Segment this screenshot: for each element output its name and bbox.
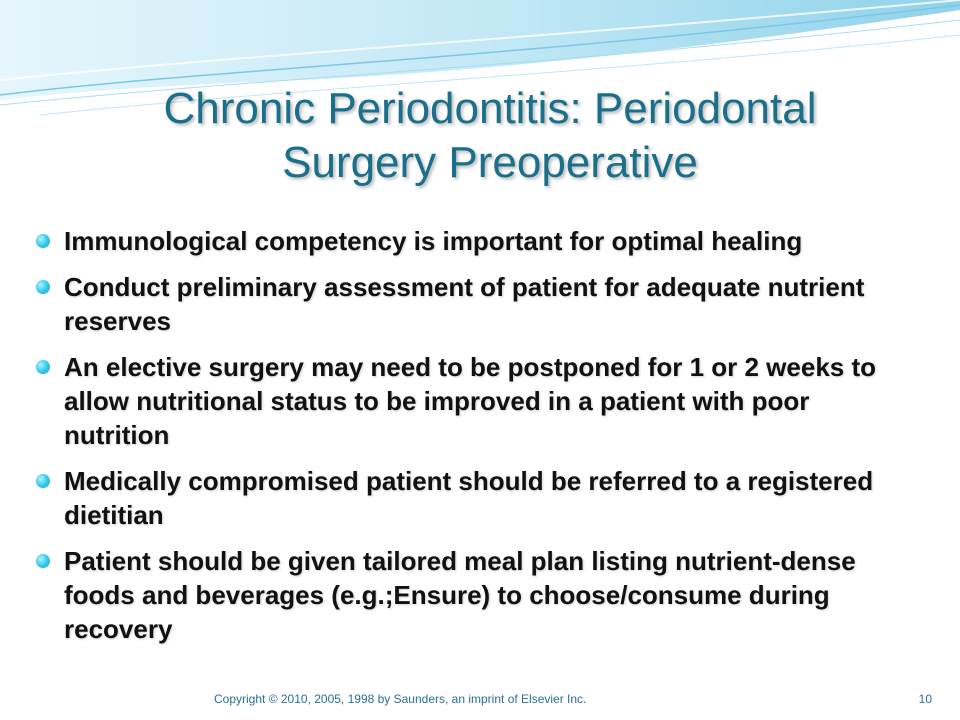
slide-title xyxy=(60,82,920,190)
bullet-dot-icon xyxy=(36,234,50,248)
bullet-text: Medically compromised patient should be referred to a registered dietitian xyxy=(64,466,874,530)
bullet-text: Conduct preliminary assessment of patient for adequate nutrient reserves xyxy=(64,272,865,336)
bullet-item xyxy=(34,224,914,258)
bullet-dot-icon xyxy=(36,474,50,488)
bullet-text: An elective surgery may need to be postponed for 1 or 2 weeks to allow nutritional status to be improved in a patient with poor nutrition xyxy=(64,352,877,450)
bullet-dot-icon xyxy=(36,554,50,568)
bullet-text: Patient should be given tailored meal plan listing nutrient-dense foods and beverages (e.g.;Ensure) to choose/consume during recovery xyxy=(64,546,856,644)
bullet-text: Immunological competency is important for optimal healing xyxy=(64,226,803,256)
page-number: 10 xyxy=(918,692,932,706)
bullet-list xyxy=(34,224,914,658)
bullet-item xyxy=(34,270,914,338)
bullet-dot-icon xyxy=(36,360,50,374)
title-line-1: Chronic Periodontitis: Periodontal xyxy=(163,84,817,133)
copyright-footer: Copyright © 2010, 2005, 1998 by Saunders, an imprint of Elsevier Inc. xyxy=(214,692,587,706)
bullet-item xyxy=(34,464,914,532)
bullet-item xyxy=(34,544,914,646)
bullet-item xyxy=(34,350,914,452)
bullet-dot-icon xyxy=(36,280,50,294)
title-line-2: Surgery Preoperative xyxy=(282,138,698,187)
